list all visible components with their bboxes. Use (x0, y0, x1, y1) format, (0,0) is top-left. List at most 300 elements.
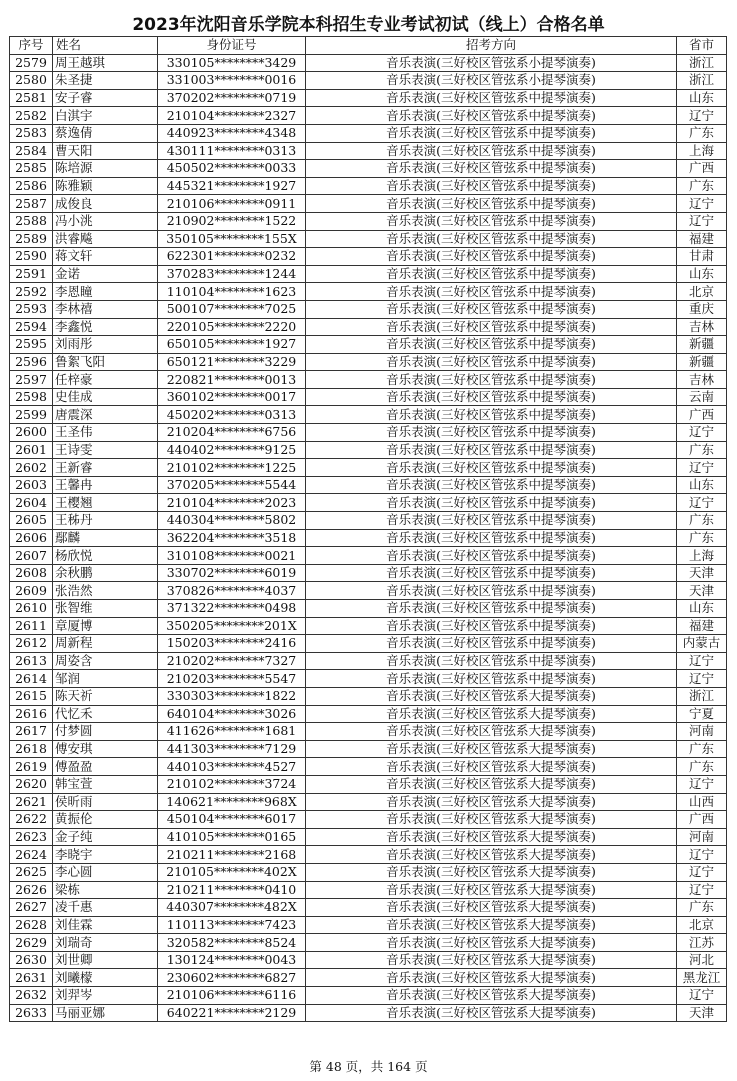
cell-direction: 音乐表演(三好校区管弦系大提琴演奏) (306, 828, 677, 846)
table-row (10, 424, 727, 442)
cell-number: 2607 (10, 547, 53, 565)
cell-province: 河南 (677, 828, 727, 846)
cell-name: 史佳成 (53, 388, 158, 406)
cell-name: 李鑫悦 (53, 318, 158, 336)
cell-direction: 音乐表演(三好校区管弦系中提琴演奏) (306, 635, 677, 653)
cell-province: 广东 (677, 124, 727, 142)
cell-number: 2616 (10, 705, 53, 723)
cell-id-number: 640221********2129 (158, 1004, 306, 1022)
cell-province: 宁夏 (677, 705, 727, 723)
cell-province: 辽宁 (677, 987, 727, 1005)
cell-province: 山西 (677, 793, 727, 811)
cell-direction: 音乐表演(三好校区管弦系中提琴演奏) (306, 300, 677, 318)
cell-name: 冯小洮 (53, 212, 158, 230)
cell-id-number: 320582********8524 (158, 934, 306, 952)
cell-name: 张智维 (53, 600, 158, 618)
table-row (10, 793, 727, 811)
table-row (10, 124, 727, 142)
cell-id-number: 210106********6116 (158, 987, 306, 1005)
cell-name: 刘瑞奇 (53, 934, 158, 952)
cell-number: 2605 (10, 512, 53, 530)
cell-name: 王诗雯 (53, 441, 158, 459)
cell-name: 刘雨彤 (53, 336, 158, 354)
cell-province: 广东 (677, 740, 727, 758)
table-row (10, 600, 727, 618)
cell-name: 金诺 (53, 265, 158, 283)
cell-number: 2595 (10, 336, 53, 354)
cell-name: 蒋文轩 (53, 248, 158, 266)
cell-province: 广东 (677, 529, 727, 547)
table-row (10, 177, 727, 195)
cell-direction: 音乐表演(三好校区管弦系中提琴演奏) (306, 670, 677, 688)
cell-id-number: 440304********5802 (158, 512, 306, 530)
cell-id-number: 210106********0911 (158, 195, 306, 213)
cell-id-number: 450202********0313 (158, 406, 306, 424)
page-title: 2023年沈阳音乐学院本科招生专业考试初试（线上）合格名单 (132, 15, 605, 35)
cell-province: 广西 (677, 406, 727, 424)
table-row (10, 283, 727, 301)
cell-direction: 音乐表演(三好校区管弦系中提琴演奏) (306, 265, 677, 283)
cell-number: 2625 (10, 863, 53, 881)
cell-number: 2593 (10, 300, 53, 318)
cell-direction: 音乐表演(三好校区管弦系大提琴演奏) (306, 740, 677, 758)
cell-direction: 音乐表演(三好校区管弦系中提琴演奏) (306, 459, 677, 477)
cell-name: 周王越琪 (53, 54, 158, 72)
cell-name: 梁栋 (53, 881, 158, 899)
table-row (10, 459, 727, 477)
cell-province: 浙江 (677, 72, 727, 90)
cell-id-number: 230602********6827 (158, 969, 306, 987)
cell-number: 2632 (10, 987, 53, 1005)
cell-id-number: 210105********402X (158, 863, 306, 881)
cell-province: 福建 (677, 230, 727, 248)
cell-direction: 音乐表演(三好校区管弦系中提琴演奏) (306, 652, 677, 670)
cell-id-number: 350105********155X (158, 230, 306, 248)
cell-province: 新疆 (677, 353, 727, 371)
cell-direction: 音乐表演(三好校区管弦系大提琴演奏) (306, 705, 677, 723)
cell-province: 广西 (677, 160, 727, 178)
cell-number: 2617 (10, 723, 53, 741)
cell-number: 2603 (10, 476, 53, 494)
cell-province: 山东 (677, 476, 727, 494)
cell-id-number: 210104********2023 (158, 494, 306, 512)
cell-direction: 音乐表演(三好校区管弦系中提琴演奏) (306, 318, 677, 336)
cell-province: 山东 (677, 89, 727, 107)
table-row (10, 212, 727, 230)
cell-province: 内蒙古 (677, 635, 727, 653)
cell-direction: 音乐表演(三好校区管弦系中提琴演奏) (306, 195, 677, 213)
cell-id-number: 440103********4527 (158, 758, 306, 776)
cell-province: 福建 (677, 617, 727, 635)
cell-id-number: 330303********1822 (158, 687, 306, 705)
cell-id-number: 210104********2327 (158, 107, 306, 125)
table-row (10, 758, 727, 776)
cell-name: 傅盈盈 (53, 758, 158, 776)
cell-direction: 音乐表演(三好校区管弦系中提琴演奏) (306, 248, 677, 266)
table-row (10, 406, 727, 424)
cell-direction: 音乐表演(三好校区管弦系大提琴演奏) (306, 811, 677, 829)
cell-id-number: 130124********0043 (158, 951, 306, 969)
cell-direction: 音乐表演(三好校区管弦系中提琴演奏) (306, 177, 677, 195)
column-header-province: 省市 (677, 37, 727, 55)
cell-number: 2620 (10, 775, 53, 793)
cell-province: 重庆 (677, 300, 727, 318)
cell-direction: 音乐表演(三好校区管弦系小提琴演奏) (306, 54, 677, 72)
cell-province: 辽宁 (677, 459, 727, 477)
cell-number: 2586 (10, 177, 53, 195)
table-row (10, 89, 727, 107)
cell-direction: 音乐表演(三好校区管弦系大提琴演奏) (306, 846, 677, 864)
cell-direction: 音乐表演(三好校区管弦系中提琴演奏) (306, 600, 677, 618)
cell-number: 2590 (10, 248, 53, 266)
cell-province: 山东 (677, 265, 727, 283)
cell-id-number: 500107********7025 (158, 300, 306, 318)
table-row (10, 195, 727, 213)
cell-name: 王秭丹 (53, 512, 158, 530)
table-row (10, 916, 727, 934)
cell-name: 蔡逸倩 (53, 124, 158, 142)
table-row (10, 54, 727, 72)
table-row (10, 72, 727, 90)
cell-province: 天津 (677, 564, 727, 582)
cell-province: 浙江 (677, 54, 727, 72)
table-row (10, 987, 727, 1005)
cell-direction: 音乐表演(三好校区管弦系中提琴演奏) (306, 212, 677, 230)
cell-name: 凌千惠 (53, 899, 158, 917)
cell-name: 韩宝萱 (53, 775, 158, 793)
cell-province: 广西 (677, 811, 727, 829)
table-row (10, 687, 727, 705)
cell-number: 2621 (10, 793, 53, 811)
cell-direction: 音乐表演(三好校区管弦系小提琴演奏) (306, 72, 677, 90)
cell-name: 王樱翘 (53, 494, 158, 512)
cell-province: 天津 (677, 1004, 727, 1022)
cell-province: 辽宁 (677, 494, 727, 512)
cell-name: 刘羿岑 (53, 987, 158, 1005)
cell-province: 广东 (677, 441, 727, 459)
cell-number: 2623 (10, 828, 53, 846)
cell-direction: 音乐表演(三好校区管弦系中提琴演奏) (306, 388, 677, 406)
cell-province: 辽宁 (677, 863, 727, 881)
cell-province: 辽宁 (677, 652, 727, 670)
table-row (10, 230, 727, 248)
cell-direction: 音乐表演(三好校区管弦系中提琴演奏) (306, 529, 677, 547)
table-row (10, 265, 727, 283)
cell-direction: 音乐表演(三好校区管弦系中提琴演奏) (306, 441, 677, 459)
cell-name: 王圣伟 (53, 424, 158, 442)
cell-name: 杨欣悦 (53, 547, 158, 565)
cell-direction: 音乐表演(三好校区管弦系大提琴演奏) (306, 881, 677, 899)
cell-id-number: 210204********6756 (158, 424, 306, 442)
cell-direction: 音乐表演(三好校区管弦系大提琴演奏) (306, 951, 677, 969)
table-row (10, 582, 727, 600)
cell-direction: 音乐表演(三好校区管弦系中提琴演奏) (306, 424, 677, 442)
table-row (10, 846, 727, 864)
cell-id-number: 622301********0232 (158, 248, 306, 266)
cell-name: 李心圆 (53, 863, 158, 881)
cell-number: 2597 (10, 371, 53, 389)
cell-name: 李恩瞳 (53, 283, 158, 301)
cell-province: 广东 (677, 899, 727, 917)
cell-direction: 音乐表演(三好校区管弦系中提琴演奏) (306, 494, 677, 512)
table-row (10, 336, 727, 354)
cell-id-number: 440923********4348 (158, 124, 306, 142)
cell-province: 辽宁 (677, 846, 727, 864)
cell-direction: 音乐表演(三好校区管弦系中提琴演奏) (306, 336, 677, 354)
table-row (10, 353, 727, 371)
table-row (10, 248, 727, 266)
table-row (10, 881, 727, 899)
cell-id-number: 371322********0498 (158, 600, 306, 618)
cell-id-number: 440402********9125 (158, 441, 306, 459)
cell-id-number: 650105********1927 (158, 336, 306, 354)
cell-province: 吉林 (677, 318, 727, 336)
cell-number: 2631 (10, 969, 53, 987)
cell-direction: 音乐表演(三好校区管弦系中提琴演奏) (306, 564, 677, 582)
cell-province: 江苏 (677, 934, 727, 952)
cell-province: 辽宁 (677, 107, 727, 125)
cell-name: 曹天阳 (53, 142, 158, 160)
cell-number: 2598 (10, 388, 53, 406)
cell-id-number: 140621********968X (158, 793, 306, 811)
cell-province: 广东 (677, 177, 727, 195)
cell-province: 山东 (677, 600, 727, 618)
cell-province: 甘肃 (677, 248, 727, 266)
cell-name: 代忆禾 (53, 705, 158, 723)
table-row (10, 828, 727, 846)
cell-id-number: 150203********2416 (158, 635, 306, 653)
cell-number: 2602 (10, 459, 53, 477)
cell-number: 2618 (10, 740, 53, 758)
cell-name: 成俊良 (53, 195, 158, 213)
cell-id-number: 210902********1522 (158, 212, 306, 230)
table-row (10, 107, 727, 125)
cell-direction: 音乐表演(三好校区管弦系大提琴演奏) (306, 723, 677, 741)
table-row (10, 441, 727, 459)
table-row (10, 494, 727, 512)
cell-number: 2633 (10, 1004, 53, 1022)
cell-direction: 音乐表演(三好校区管弦系中提琴演奏) (306, 230, 677, 248)
cell-direction: 音乐表演(三好校区管弦系大提琴演奏) (306, 899, 677, 917)
table-row (10, 318, 727, 336)
table-row (10, 863, 727, 881)
cell-number: 2599 (10, 406, 53, 424)
cell-direction: 音乐表演(三好校区管弦系中提琴演奏) (306, 476, 677, 494)
table-row (10, 1004, 727, 1022)
cell-province: 云南 (677, 388, 727, 406)
table-row (10, 740, 727, 758)
cell-id-number: 210203********5547 (158, 670, 306, 688)
cell-number: 2615 (10, 687, 53, 705)
cell-name: 安子睿 (53, 89, 158, 107)
cell-id-number: 210102********1225 (158, 459, 306, 477)
cell-province: 辽宁 (677, 212, 727, 230)
cell-province: 广东 (677, 512, 727, 530)
cell-name: 傅安琪 (53, 740, 158, 758)
table-row (10, 617, 727, 635)
cell-id-number: 331003********0016 (158, 72, 306, 90)
cell-number: 2596 (10, 353, 53, 371)
cell-number: 2612 (10, 635, 53, 653)
cell-number: 2629 (10, 934, 53, 952)
cell-province: 吉林 (677, 371, 727, 389)
cell-name: 王新睿 (53, 459, 158, 477)
cell-direction: 音乐表演(三好校区管弦系中提琴演奏) (306, 547, 677, 565)
table-row (10, 969, 727, 987)
cell-id-number: 450502********0033 (158, 160, 306, 178)
cell-id-number: 411626********1681 (158, 723, 306, 741)
cell-number: 2613 (10, 652, 53, 670)
table-row (10, 142, 727, 160)
cell-number: 2628 (10, 916, 53, 934)
table-row (10, 476, 727, 494)
cell-id-number: 210211********2168 (158, 846, 306, 864)
cell-province: 广东 (677, 758, 727, 776)
cell-number: 2589 (10, 230, 53, 248)
table-row (10, 670, 727, 688)
table-row (10, 547, 727, 565)
cell-name: 唐震深 (53, 406, 158, 424)
cell-direction: 音乐表演(三好校区管弦系中提琴演奏) (306, 406, 677, 424)
cell-name: 鲁絮飞阳 (53, 353, 158, 371)
cell-id-number: 370205********5544 (158, 476, 306, 494)
cell-number: 2624 (10, 846, 53, 864)
cell-name: 付梦圆 (53, 723, 158, 741)
table-row (10, 951, 727, 969)
cell-direction: 音乐表演(三好校区管弦系大提琴演奏) (306, 969, 677, 987)
cell-id-number: 350205********201X (158, 617, 306, 635)
cell-number: 2611 (10, 617, 53, 635)
cell-name: 陈雅颖 (53, 177, 158, 195)
table-row (10, 388, 727, 406)
cell-number: 2580 (10, 72, 53, 90)
cell-number: 2626 (10, 881, 53, 899)
table-row (10, 811, 727, 829)
cell-province: 浙江 (677, 687, 727, 705)
cell-name: 马丽亚娜 (53, 1004, 158, 1022)
table-header-row (10, 37, 727, 55)
cell-name: 陈天祈 (53, 687, 158, 705)
cell-id-number: 220821********0013 (158, 371, 306, 389)
cell-number: 2600 (10, 424, 53, 442)
cell-name: 邹润 (53, 670, 158, 688)
cell-number: 2591 (10, 265, 53, 283)
cell-id-number: 370283********1244 (158, 265, 306, 283)
cell-name: 白淇宇 (53, 107, 158, 125)
cell-direction: 音乐表演(三好校区管弦系中提琴演奏) (306, 582, 677, 600)
cell-name: 刘曦檬 (53, 969, 158, 987)
cell-number: 2579 (10, 54, 53, 72)
cell-province: 北京 (677, 916, 727, 934)
cell-id-number: 110113********7423 (158, 916, 306, 934)
cell-province: 辽宁 (677, 424, 727, 442)
cell-id-number: 210211********0410 (158, 881, 306, 899)
cell-direction: 音乐表演(三好校区管弦系中提琴演奏) (306, 124, 677, 142)
table-row (10, 160, 727, 178)
cell-number: 2619 (10, 758, 53, 776)
table-row (10, 705, 727, 723)
cell-id-number: 210102********3724 (158, 775, 306, 793)
cell-direction: 音乐表演(三好校区管弦系大提琴演奏) (306, 775, 677, 793)
table-row (10, 723, 727, 741)
cell-number: 2583 (10, 124, 53, 142)
cell-number: 2627 (10, 899, 53, 917)
cell-direction: 音乐表演(三好校区管弦系大提琴演奏) (306, 687, 677, 705)
cell-province: 河南 (677, 723, 727, 741)
cell-number: 2588 (10, 212, 53, 230)
cell-province: 北京 (677, 283, 727, 301)
cell-number: 2609 (10, 582, 53, 600)
cell-name: 李晓宇 (53, 846, 158, 864)
cell-name: 刘世卿 (53, 951, 158, 969)
cell-direction: 音乐表演(三好校区管弦系中提琴演奏) (306, 160, 677, 178)
cell-province: 辽宁 (677, 881, 727, 899)
cell-name: 章厦博 (53, 617, 158, 635)
cell-number: 2585 (10, 160, 53, 178)
cell-direction: 音乐表演(三好校区管弦系大提琴演奏) (306, 1004, 677, 1022)
cell-name: 张浩然 (53, 582, 158, 600)
admission-list-table (9, 36, 727, 1022)
cell-id-number: 430111********0313 (158, 142, 306, 160)
cell-name: 侯昕雨 (53, 793, 158, 811)
cell-id-number: 360102********0017 (158, 388, 306, 406)
column-header-direction: 招考方向 (306, 37, 677, 55)
cell-number: 2630 (10, 951, 53, 969)
cell-province: 辽宁 (677, 195, 727, 213)
cell-id-number: 440307********482X (158, 899, 306, 917)
cell-province: 河北 (677, 951, 727, 969)
cell-number: 2587 (10, 195, 53, 213)
cell-direction: 音乐表演(三好校区管弦系大提琴演奏) (306, 934, 677, 952)
table-row (10, 300, 727, 318)
cell-number: 2582 (10, 107, 53, 125)
cell-province: 天津 (677, 582, 727, 600)
cell-name: 王馨冉 (53, 476, 158, 494)
cell-province: 新疆 (677, 336, 727, 354)
cell-name: 黄振伦 (53, 811, 158, 829)
cell-number: 2606 (10, 529, 53, 547)
cell-direction: 音乐表演(三好校区管弦系大提琴演奏) (306, 916, 677, 934)
cell-name: 李林禧 (53, 300, 158, 318)
cell-id-number: 330105********3429 (158, 54, 306, 72)
cell-direction: 音乐表演(三好校区管弦系中提琴演奏) (306, 353, 677, 371)
cell-id-number: 370826********4037 (158, 582, 306, 600)
cell-number: 2622 (10, 811, 53, 829)
cell-id-number: 310108********0021 (158, 547, 306, 565)
cell-name: 鄢麟 (53, 529, 158, 547)
cell-name: 朱圣捷 (53, 72, 158, 90)
page-footer: 第 48 页，共 164 页 (309, 1059, 428, 1074)
cell-direction: 音乐表演(三好校区管弦系中提琴演奏) (306, 512, 677, 530)
cell-name: 洪睿飚 (53, 230, 158, 248)
table-row (10, 529, 727, 547)
cell-number: 2610 (10, 600, 53, 618)
cell-number: 2601 (10, 441, 53, 459)
cell-name: 金子纯 (53, 828, 158, 846)
cell-name: 周新程 (53, 635, 158, 653)
column-header-id: 身份证号 (158, 37, 306, 55)
cell-direction: 音乐表演(三好校区管弦系中提琴演奏) (306, 142, 677, 160)
cell-province: 辽宁 (677, 775, 727, 793)
cell-direction: 音乐表演(三好校区管弦系中提琴演奏) (306, 617, 677, 635)
cell-number: 2594 (10, 318, 53, 336)
cell-id-number: 370202********0719 (158, 89, 306, 107)
cell-number: 2608 (10, 564, 53, 582)
column-header-number: 序号 (10, 37, 53, 55)
cell-direction: 音乐表演(三好校区管弦系中提琴演奏) (306, 371, 677, 389)
table-row (10, 652, 727, 670)
cell-number: 2614 (10, 670, 53, 688)
